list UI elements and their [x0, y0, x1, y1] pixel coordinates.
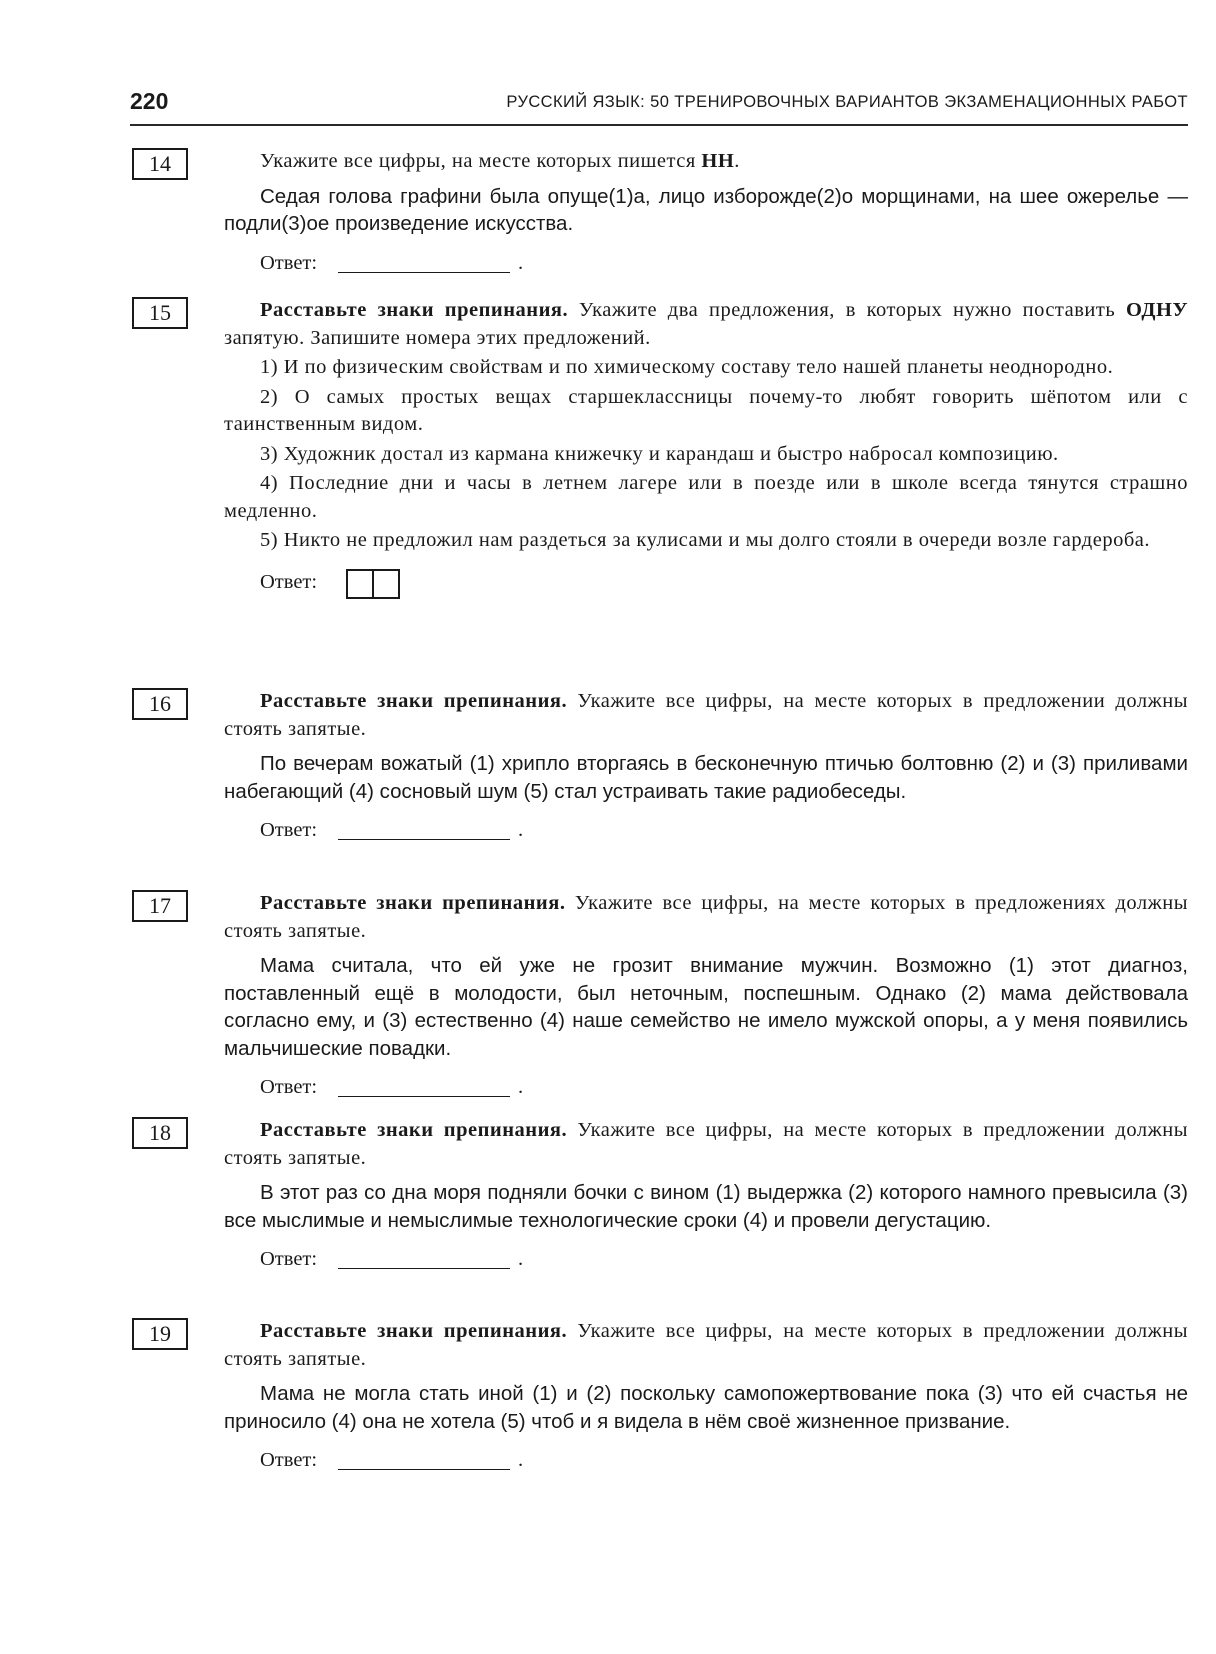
instruction-bold: Расставьте знаки препинания.: [260, 690, 568, 712]
instruction-bold: НН: [701, 150, 735, 172]
task-instruction: [224, 890, 1188, 945]
answer-dot: .: [518, 251, 524, 274]
answer-label: Ответ:: [260, 1449, 318, 1471]
list-item: 2) О самых простых вещах старшеклассницы почему-то любят говорить шёпотом или с таинственным видом.: [224, 385, 1188, 435]
task-number-box: 16: [132, 688, 188, 720]
instruction-text: Укажите все цифры, на месте которых в предложениях должны стоять запятые.: [224, 892, 1188, 942]
answer-label: Ответ:: [260, 1248, 318, 1270]
answer-line[interactable]: [338, 1268, 510, 1269]
task-instruction: [224, 688, 1188, 743]
task-body: [224, 1318, 1188, 1475]
task-instruction: [224, 148, 1188, 176]
instruction-bold: Расставьте знаки препинания.: [260, 1119, 568, 1141]
answer-dot: .: [518, 1449, 524, 1471]
answer-label: Ответ:: [260, 819, 318, 841]
answer-field[interactable]: [260, 250, 1188, 278]
instruction-text: Укажите все цифры, на месте которых в предложении должны стоять запятые.: [224, 690, 1188, 740]
answer-line[interactable]: [338, 1469, 510, 1470]
task-body: [224, 297, 1188, 603]
answer-dot: .: [518, 1248, 524, 1270]
task-number-box: 18: [132, 1117, 188, 1149]
instruction-text: Укажите два предложения, в которых нужно поставить: [568, 299, 1126, 321]
answer-field[interactable]: [260, 1246, 1188, 1274]
task-passage: Мама считала, что ей уже не грозит внимание мужчин. Возможно (1) этот диагноз, поставленный ещё в молодости, был неточным, поспешным. Однако (2) мама действовала согласно ему, и (3) естественно (4) наше семейство не имело мужской опоры, а у меня появились мальчишеские повадки.: [224, 954, 1188, 1060]
task-passage: В этот раз со дна моря подняли бочки с вином (1) выдержка (2) которого намного превысила (3) все мыслимые и немыслимые технологические сроки (4) и провели дегустацию.: [224, 1181, 1188, 1232]
task-body: [224, 890, 1188, 1102]
answer-field[interactable]: [260, 569, 1188, 603]
answer-field[interactable]: [260, 1074, 1188, 1102]
task-17: [130, 890, 1188, 1102]
answer-label: Ответ:: [260, 570, 318, 593]
task-15: [130, 297, 1188, 603]
task-number-box: 14: [132, 148, 188, 180]
answer-cell[interactable]: [346, 569, 374, 599]
task-passage: По вечерам вожатый (1) хрипло вторгаясь в бесконечную птичью болтовню (2) и (3) приливами набегающий (4) сосновый шум (5) стал устраивать такие радиобеседы.: [224, 752, 1188, 803]
answer-cell[interactable]: [372, 569, 400, 599]
answer-field[interactable]: [260, 817, 1188, 845]
answer-field[interactable]: [260, 1447, 1188, 1475]
instruction-end: .: [734, 150, 740, 172]
task-18: [130, 1117, 1188, 1274]
instruction-text: Укажите все цифры, на месте которых пишется: [260, 150, 702, 172]
answer-boxes[interactable]: [346, 569, 398, 599]
task-instruction: [224, 1117, 1188, 1172]
list-item: 1) И по физическим свойствам и по химическому составу тело нашей планеты неоднородно.: [260, 356, 1114, 378]
list-item: 3) Художник достал из кармана книжечку и карандаш и быстро набросал композицию.: [260, 442, 1059, 465]
answer-line[interactable]: [338, 272, 510, 273]
task-instruction: [224, 297, 1188, 352]
instruction-bold: Расставьте знаки препинания.: [260, 299, 569, 321]
task-number-box: 19: [132, 1318, 188, 1350]
task-passage: Мама не могла стать иной (1) и (2) поскольку самопожертвование пока (3) что ей счастья не приносило (4) она не хотела (5) чтоб и я видела в нём своё жизненное призвание.: [224, 1382, 1188, 1433]
answer-label: Ответ:: [260, 1076, 318, 1098]
page-number: 220: [130, 88, 169, 114]
task-19: [130, 1318, 1188, 1475]
instruction-bold: Расставьте знаки препинания.: [260, 892, 566, 914]
task-passage: Седая голова графини была опуще(1)а, лицо изборожде(2)о морщинами, на шее ожерелье — подли(3)ое произведение искусства.: [224, 184, 1188, 235]
running-title: РУССКИЙ ЯЗЫК: 50 ТРЕНИРОВОЧНЫХ ВАРИАНТОВ ЭКЗАМЕНАЦИОННЫХ РАБОТ: [506, 93, 1188, 111]
list-item: 5) Никто не предложил нам раздеться за кулисами и мы долго стояли в очереди возле гардероба.: [260, 529, 1150, 551]
task-number-box: 15: [132, 297, 188, 329]
instruction-text: Укажите все цифры, на месте которых в предложении должны стоять запятые.: [224, 1119, 1188, 1169]
page-header: [130, 84, 1188, 126]
instruction-text-2: запятую. Запишите номера этих предложений.: [224, 326, 651, 349]
answer-line[interactable]: [338, 839, 510, 840]
answer-line[interactable]: [338, 1096, 510, 1097]
list-item: 4) Последние дни и часы в летнем лагере или в поезде или в школе всегда тянутся страшно медленно.: [224, 472, 1188, 522]
task-body: [224, 1117, 1188, 1274]
answer-label: Ответ:: [260, 251, 318, 274]
answer-dot: .: [518, 1076, 524, 1098]
task-16: [130, 688, 1188, 845]
task-body: [224, 688, 1188, 845]
instruction-text: Укажите все цифры, на месте которых в предложении должны стоять запятые.: [224, 1320, 1188, 1370]
instruction-bold-2: ОДНУ: [1125, 299, 1188, 321]
instruction-bold: Расставьте знаки препинания.: [260, 1320, 568, 1342]
task-14: [130, 148, 1188, 278]
answer-dot: .: [518, 819, 524, 841]
task-instruction: [224, 1318, 1188, 1373]
task-number-box: 17: [132, 890, 188, 922]
task-body: [224, 148, 1188, 278]
